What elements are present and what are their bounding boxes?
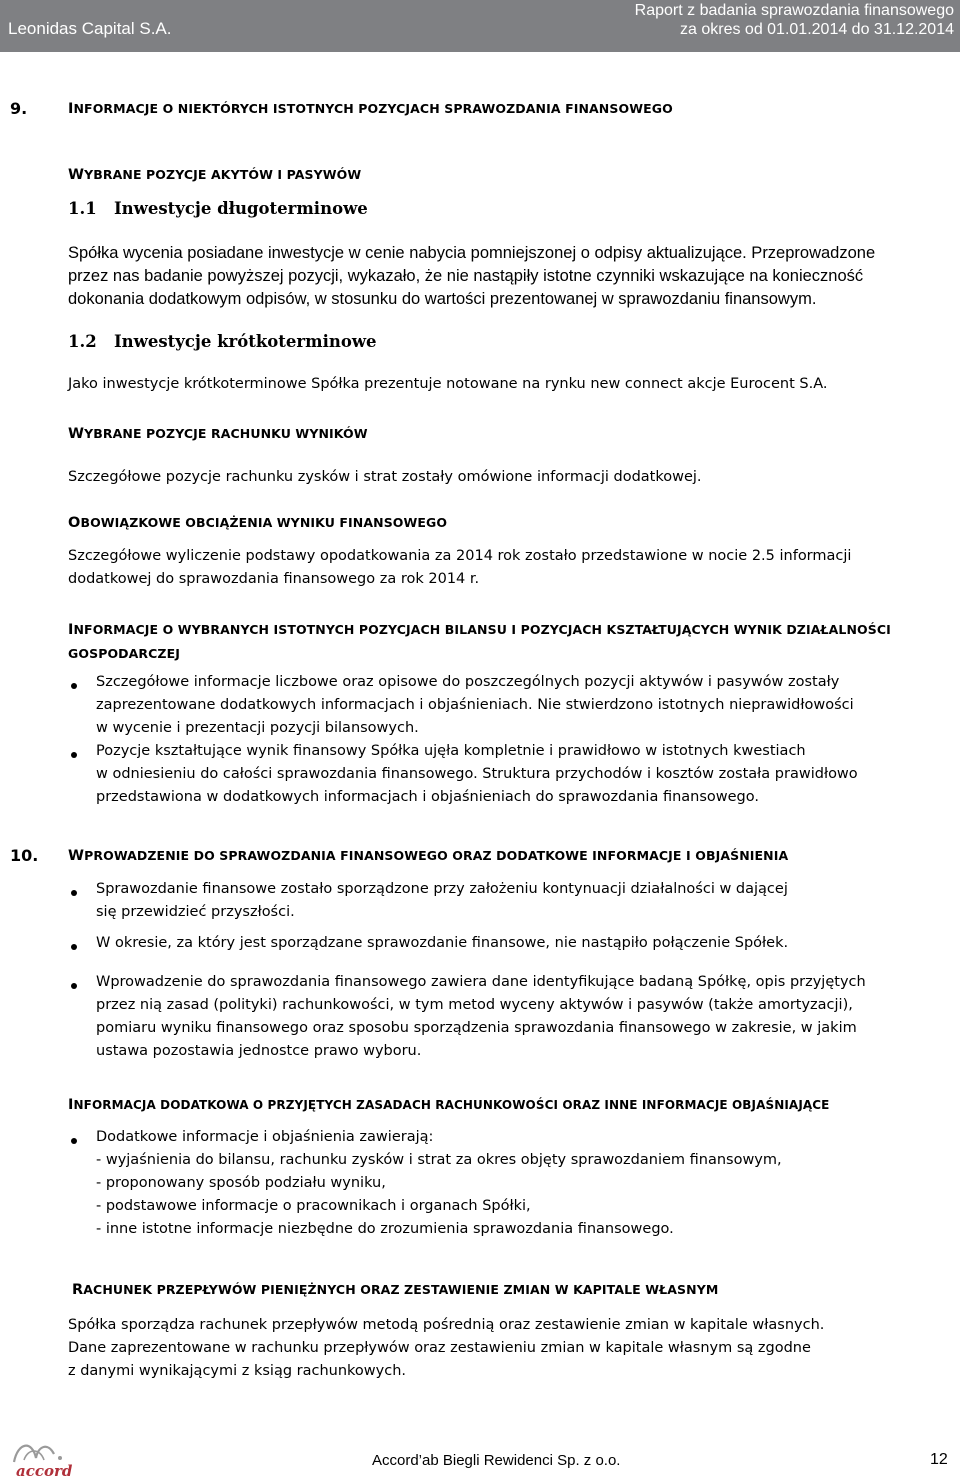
additional-info-list: Dodatkowe informacje i objaśnienia zawierają: - wyjaśnienia do bilansu, rachunku zysków i strat za okres objęty sprawozdaniem finansowym, - proponowany sposób podziału wyniku, - podstawowe informacje o pracownikach i organach Spółki, - inne istotne informacje niezbędne do zrozumienia sprawozdania finansowego. — [96, 1129, 782, 1237]
intro-bullet-2: W okresie, za który jest sporządzane sprawozdanie finansowe, nie nastąpiło połączenie Spółek. — [96, 935, 789, 951]
bullet-dot — [71, 1138, 77, 1144]
bullet-dot — [71, 683, 77, 689]
section-10-number: 10. — [10, 846, 39, 865]
header-company: Leonidas Capital S.A. — [8, 19, 172, 38]
bullet-dot — [71, 944, 77, 950]
balance-heading: INFORMACJE O WYBRANYCH ISTOTNYCH POZYCJACH BILANSU I POZYCJACH KSZTAŁTUJĄCYCH WYNIK DZIAŁALNOŚCI GOSPODARCZEJ — [68, 622, 891, 661]
subsection-1-1-title: 1.1 Inwestycje długoterminowe — [68, 199, 368, 218]
bullet-dot — [71, 752, 77, 758]
header-report-title: Raport z badania sprawozdania finansowego — [634, 2, 954, 19]
svg-text:accord: accord — [16, 1462, 73, 1478]
balance-bullet-2: Pozycje kształtujące wynik finansowy Spółka ujęła kompletnie i prawidłowo w istotnych kwestiach w odniesieniu do całości sprawozdania finansowego. Struktura przychodów i kosztów została prawidłowo przedstawiona w dodatkowych informacjach i objaśnieniach do sprawozdania finansowego. — [96, 743, 858, 805]
tax-heading: OBOWIĄZKOWE OBCIĄŻENIA WYNIKU FINANSOWEGO — [68, 515, 448, 531]
footer-firm-name: Accord’ab Biegli Rewidenci Sp. z o.o. — [372, 1452, 621, 1469]
subsection-1-2-title: 1.2 Inwestycje krótkoterminowe — [68, 332, 377, 351]
cashflow-heading: RACHUNEK PRZEPŁYWÓW PIENIĘŻNYCH ORAZ ZESTAWIENIE ZMIAN W KAPITALE WŁASNYM — [72, 1282, 719, 1298]
subsection-1-1-text: Spółka wycenia posiadane inwestycje w cenie nabycia pomniejszonej o odpisy aktualizujące. Przeprowadzone przez nas badanie powyższej pozycji, wykazało, że nie nastąpiły istotne czynniki wskazujące na konieczność dokonania dodatkowym odpisów, w stosunku do wartości prezentowanej w sprawozdaniu finansowym. — [68, 244, 876, 308]
intro-bullet-1: Sprawozdanie finansowe zostało sporządzone przy założeniu kontynuacji działalności w dającej się przewidzieć przyszłości. — [96, 881, 788, 920]
accord-logo — [10, 1436, 86, 1478]
page-number: 12 — [930, 1451, 948, 1468]
section-9-title: INFORMACJE O NIEKTÓRYCH ISTOTNYCH POZYCJACH SPRAWOZDANIA FINANSOWEGO — [68, 101, 673, 117]
section-9-number: 9. — [10, 99, 28, 118]
subsection-1-2-text: Jako inwestycje krótkoterminowe Spółka prezentuje notowane na rynku new connect akcje Eurocent S.A. — [68, 376, 828, 392]
cashflow-text: Spółka sporządza rachunek przepływów metodą pośrednią oraz zestawienie zmian w kapitale własnych. Dane zaprezentowane w rachunku przepływów oraz zestawieniu zmian w kapitale własnym są zgodne z danymi wynikającymi z ksiąg rachunkowych. — [68, 1317, 825, 1379]
bullet-dot — [71, 983, 77, 989]
bullet-dot — [71, 890, 77, 896]
balance-bullet-1: Szczegółowe informacje liczbowe oraz opisowe do poszczególnych pozycji aktywów i pasywów zostały zaprezentowane dodatkowych informacjach i objaśnieniach. Nie stwierdzono istotnych nieprawidłowości w wycenie i prezentacji pozycji bilansowych. — [96, 674, 854, 736]
assets-heading: WYBRANE POZYCJE AKYTÓW I PASYWÓW — [68, 167, 362, 183]
section-10-title: WPROWADZENIE DO SPRAWOZDANIA FINANSOWEGO ORAZ DODATKOWE INFORMACJE I OBJAŚNIENIA — [68, 848, 789, 864]
page-header — [0, 0, 960, 52]
accord-logo-graphic — [10, 1436, 86, 1478]
header-report-period: za okres od 01.01.2014 do 31.12.2014 — [680, 21, 954, 38]
accounting-heading: INFORMACJA DODATKOWA O PRZYJĘTYCH ZASADACH RACHUNKOWOŚCI ORAZ INNE INFORMACJE OBJAŚNIAJĄCE — [68, 1097, 830, 1113]
income-text: Szczegółowe pozycje rachunku zysków i strat zostały omówione informacji dodatkowej. — [68, 469, 702, 485]
income-heading: WYBRANE POZYCJE RACHUNKU WYNIKÓW — [68, 426, 368, 442]
intro-bullet-3: Wprowadzenie do sprawozdania finansowego zawiera dane identyfikujące badaną Spółkę, opis przyjętych przez nią zasad (polityki) rachunkowości, w tym metod wyceny aktywów i pasywów (także amortyzacji), pomiaru wyniku finansowego oraz sposobu sporządzenia sprawozdania finansowego w zakresie, w jakim ustawa pozostawia jednostce prawo wyboru. — [96, 974, 866, 1059]
tax-text: Szczegółowe wyliczenie podstawy opodatkowania za 2014 rok zostało przedstawione w nocie 2.5 informacji dodatkowej do sprawozdania finansowego za rok 2014 r. — [68, 548, 852, 587]
